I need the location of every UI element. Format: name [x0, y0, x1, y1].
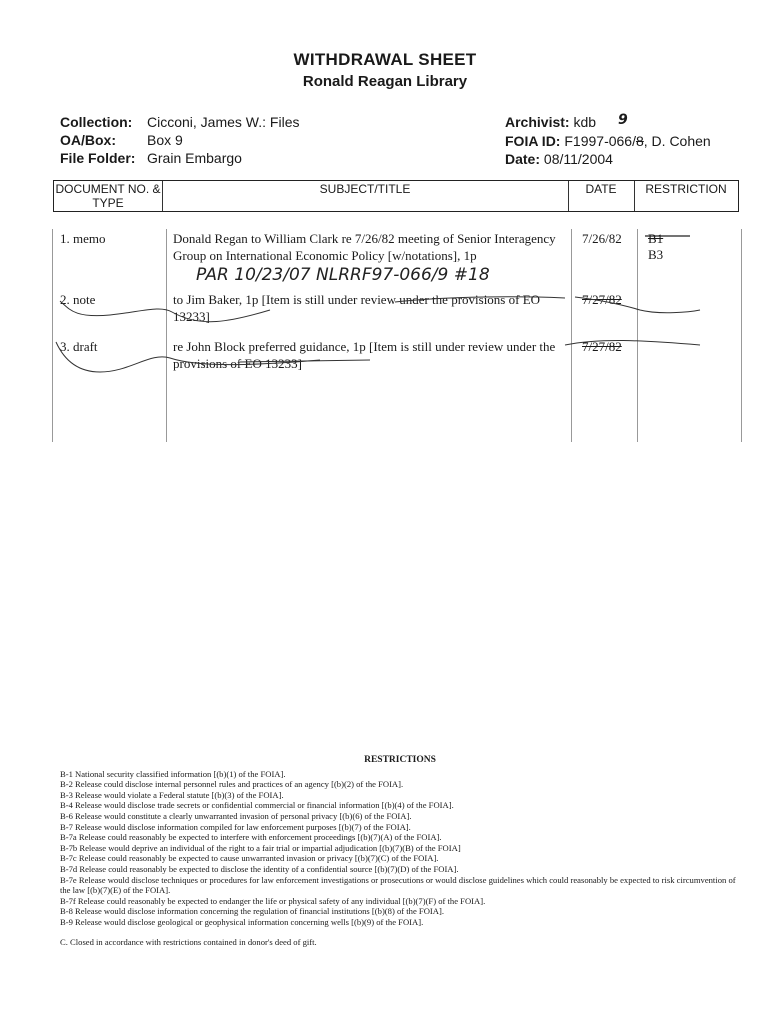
- table-row-2-doc: 2. note: [60, 292, 96, 307]
- col-subject-header: SUBJECT/TITLE: [319, 182, 411, 196]
- restrictions-heading: RESTRICTIONS: [364, 755, 436, 765]
- restriction-item: B-7f Release could reasonably be expected to endanger the life or physical safety of any individual [(b)(7)(F) of the FOIA].: [60, 895, 486, 906]
- restriction-item: B-7 Release would disclose information compiled for law enforcement purposes [(b)(7) of the FOIA].: [60, 821, 411, 832]
- table-row-1-subject: Donald Regan to William Clark re 7/26/82 meeting of Senior Interagency Group on International Economic Policy [w/notations], 1p: [173, 231, 556, 263]
- table-row-3-subject: re John Block preferred guidance, 1p [Item is still under review under the provisions of EO 13233]: [173, 339, 556, 371]
- restriction-item: B-6 Release would constitute a clearly unwarranted invasion of personal privacy [(b)(6) of the FOIA].: [60, 810, 412, 821]
- restriction-item: B-7b Release would deprive an individual of the right to a fair trial or impartial adjudication [(b)(7)(B) of the FOIA]: [60, 842, 461, 853]
- restriction-item: B-1 National security classified information [(b)(1) of the FOIA].: [60, 768, 286, 779]
- foia-suffix: , D. Cohen: [643, 133, 711, 149]
- table-row-3-date: 7/27/82: [582, 339, 622, 354]
- restriction-item: B-7e Release would disclose techniques or procedures for law enforcement investigations or prosecutions or would disclose guidelines which could reasonably be expected to risk circumvention of the law [(b)(7)(E) of the FOIA].: [60, 874, 736, 896]
- restriction-item: B-2 Release could disclose internal personnel rules and practices of an agency [(b)(2) of the FOIA].: [60, 779, 404, 790]
- sheet-title: WITHDRAWAL SHEET: [293, 50, 477, 69]
- table-row-3-doc: 3. draft: [60, 339, 98, 354]
- sheet-subtitle: Ronald Reagan Library: [302, 73, 468, 90]
- oabox-label: OA/Box:: [60, 132, 116, 148]
- col-doc-header: DOCUMENT NO. & TYPE: [55, 182, 161, 210]
- table-row-1-handwritten-note: PAR 10/23/07 NLRRF97-066/9 #18: [196, 265, 490, 285]
- collection-value: Cicconi, James W.: Files: [147, 114, 300, 130]
- table-row-1-date: 7/26/82: [582, 231, 622, 246]
- table-row-1-restriction: B3: [648, 247, 664, 262]
- restriction-item: B-7c Release could reasonably be expected to cause unwarranted invasion or privacy [(b)(7)(C) of the FOIA].: [60, 853, 439, 864]
- foia-label: FOIA ID:: [505, 133, 561, 149]
- oabox-value: Box 9: [147, 132, 183, 148]
- date-label: Date:: [505, 151, 541, 167]
- folder-label: File Folder:: [60, 150, 136, 166]
- restrictions-legend: [60, 755, 740, 947]
- foia-struck-char: 8: [635, 133, 644, 149]
- closed-note: C. Closed in accordance with restrictions contained in donor's deed of gift.: [60, 936, 317, 947]
- collection-label: Collection:: [60, 114, 133, 130]
- restriction-item: B-9 Release would disclose geological or geophysical information concerning wells [(b)(9) of the FOIA].: [60, 916, 424, 927]
- restriction-item: B-3 Release would violate a Federal statute [(b)(3) of the FOIA].: [60, 789, 284, 800]
- restriction-item: B-7a Release could reasonably be expected to interfere with enforcement proceedings [(b)(7)(A) of the FOIA].: [60, 832, 442, 843]
- restriction-item: B-4 Release would disclose trade secrets or confidential commercial or financial information [(b)(4) of the FOIA].: [60, 800, 454, 811]
- restriction-item: B-8 Release would disclose information concerning the regulation of financial institutions [(b)(8) of the FOIA].: [60, 906, 444, 917]
- archivist-label: Archivist:: [505, 114, 570, 130]
- foia-value: F1997-066/: [564, 133, 636, 149]
- col-date-header: DATE: [585, 182, 617, 196]
- table-row-1-restriction-struck: B1: [648, 231, 664, 246]
- archivist-handwritten: 9: [618, 112, 628, 128]
- table-row-1-doc: 1. memo: [60, 231, 106, 246]
- folder-value: Grain Embargo: [147, 150, 242, 166]
- date-value: 08/11/2004: [543, 151, 613, 167]
- table-row-2-subject: to Jim Baker, 1p [Item is still under review under the provisions of EO 13233]: [173, 292, 541, 324]
- archivist-value: kdb: [573, 114, 597, 130]
- restriction-item: B-7d Release could reasonably be expected to disclose the identity of a confidential source [(b)(7)(D) of the FOIA].: [60, 863, 459, 874]
- table-row-2-date: 7/27/82: [582, 292, 622, 307]
- col-restriction-header: RESTRICTION: [645, 182, 727, 196]
